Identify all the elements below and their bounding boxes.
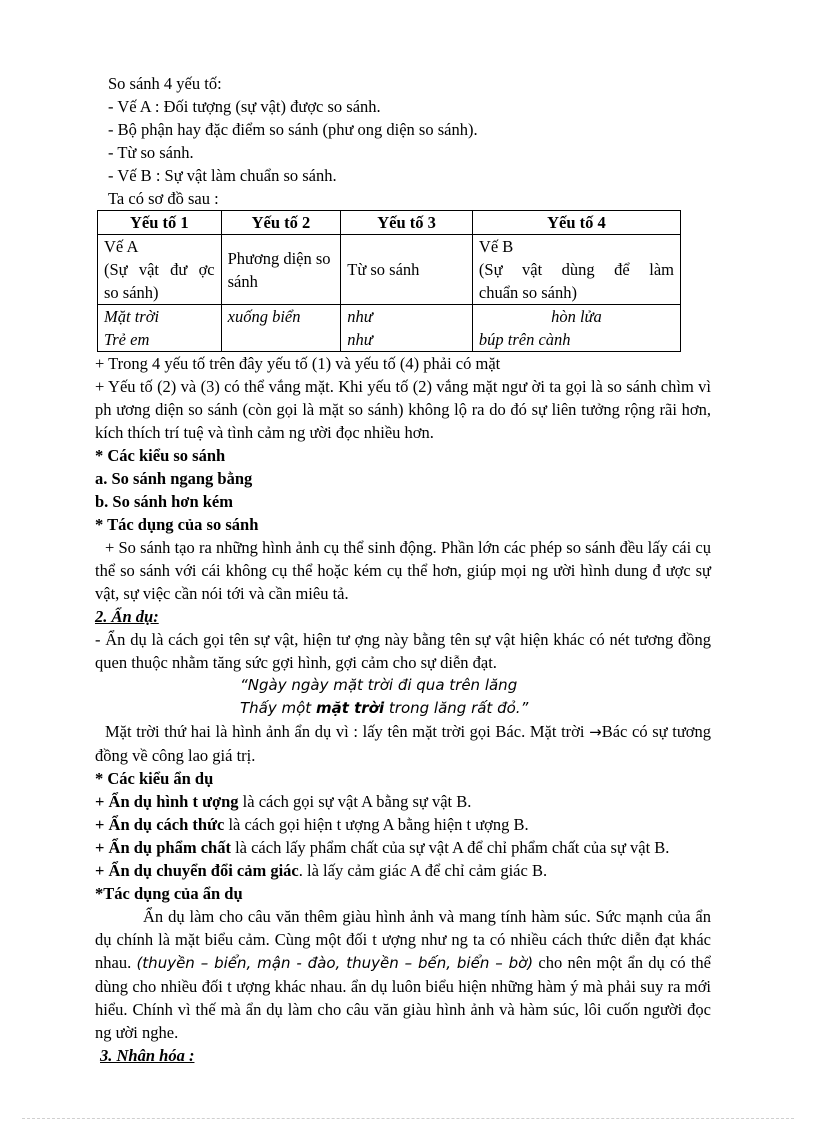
cell-line: hòn lửa (551, 307, 602, 326)
table-cell: xuống biển (221, 305, 341, 352)
table-cell (341, 305, 473, 352)
table-header-cell: Yếu tố 1 (98, 211, 222, 235)
list-item: a. So sánh ngang bằng (95, 469, 253, 488)
intro-line: Ta có sơ đồ sau : (108, 189, 219, 208)
table-cell (98, 305, 222, 352)
section-heading: * Các kiểu so sánh (95, 446, 226, 465)
quote-text: trong lăng rất đỏ.” (384, 699, 529, 717)
table-row (98, 235, 681, 305)
table-cell (98, 235, 222, 305)
body-paragraph (95, 720, 711, 767)
table-header-cell: Yếu tố 4 (472, 211, 680, 235)
table-header-cell: Yếu tố 3 (341, 211, 473, 235)
cell-line: chuẩn so sánh) (478, 283, 577, 302)
cell-line: như (347, 330, 373, 349)
paragraph-text: Bác có sự tương đồng về công lao giá trị. (95, 722, 712, 765)
intro-line: So sánh 4 yếu tố: (108, 74, 222, 93)
term-definition: là cách lấy phẩm chất của sự vật A để chỉ phẩm chất của sự vật B. (230, 838, 670, 857)
list-item (95, 790, 711, 813)
intro-line: - Vế A : Đối tượng (sự vật) được so sánh. (108, 97, 381, 116)
table-cell: Phương diện so sánh (221, 235, 341, 305)
body-paragraph (95, 905, 711, 1044)
list-item (95, 859, 711, 882)
cell-line: so sánh) (104, 283, 159, 302)
section-heading: * Các kiểu ẩn dụ (95, 769, 214, 788)
arrow-right-icon: → (589, 723, 602, 741)
note-line: + Trong 4 yếu tố trên đây yếu tố (1) và yếu tố (4) phải có mặt (95, 354, 501, 373)
list-item (95, 813, 711, 836)
cell-line: (Sự vật dùng để làm (478, 260, 674, 279)
section-heading: * Tác dụng của so sánh (95, 515, 259, 534)
intro-line: - Từ so sánh. (108, 143, 194, 162)
table-row (98, 305, 681, 352)
paragraph-text: Mặt trời thứ hai là hình ảnh ẩn dụ vì : lấy tên mặt trời gọi Bác. Mặt trời (105, 722, 590, 741)
paragraph-italic: (thuyền – biển, mận - đào, thuyền – bến, biển – bờ) (136, 954, 534, 972)
section-title: 2. Ẩn dụ: (95, 607, 159, 626)
note-paragraph: + Yếu tố (2) và (3) có thể vắng mặt. Khi yếu tố (2) vắng mặt ngư ời ta gọi là so sánh chìm vì ph ương diện so sánh (còn gọi là mặt so sánh) không lộ ra do đó sự liên tưởng rộng rãi hơn, kích thích trí tuệ và tình cảm ng ười đọc nhiều hơn. (95, 377, 711, 442)
section-heading: *Tác dụng của ẩn dụ (95, 884, 243, 903)
term: + Ẩn dụ phẩm chất (95, 838, 231, 857)
quote-text: Thấy một (240, 699, 316, 717)
table-header-cell: Yếu tố 2 (221, 211, 341, 235)
term-definition: . là lấy cảm giác A để chỉ cảm giác B. (298, 861, 548, 880)
page-divider (22, 1118, 794, 1119)
term: + Ẩn dụ hình t ượng (95, 792, 239, 811)
cell-line: Mặt trời (104, 307, 160, 326)
term: + Ẩn dụ cách thức (95, 815, 225, 834)
list-item: b. So sánh hơn kém (95, 492, 233, 511)
list-item (95, 836, 711, 859)
intro-line: - Vế B : Sự vật làm chuẩn so sánh. (108, 166, 337, 185)
table-cell (472, 235, 680, 305)
cell-line: Vế A (104, 237, 139, 256)
table-cell: Từ so sánh (341, 235, 473, 305)
term-definition: là cách gọi hiện t ượng A bằng hiện t ượng B. (224, 815, 529, 834)
section-title: 3. Nhân hóa : (100, 1046, 195, 1065)
body-paragraph: - Ẩn dụ là cách gọi tên sự vật, hiện tư ợng này bằng tên sự vật hiện khác có nét tương đồng quen thuộc nhằm tăng sức gợi hình, gợi cảm cho sự diễn đạt. (95, 630, 711, 672)
paragraph-text: Ẩn dụ làm cho câu văn thêm giàu hình ảnh và mang tính hàm súc. Sức mạnh của ẩn dụ chính là mặt biểu cảm. Cùng một đối t ượng như ng ta có nhiều cách thức diễn đạt khác nhau. (95, 907, 711, 972)
poem-quote-line: “Ngày ngày mặt trời đi qua trên lăng (240, 676, 518, 694)
term-definition: là cách gọi sự vật A bằng sự vật B. (238, 792, 472, 811)
body-paragraph: + So sánh tạo ra những hình ảnh cụ thể sinh động. Phần lớn các phép so sánh đều lấy cái cụ thể so sánh với cái không cụ thể hoặc kém cụ thể hơn, giúp mọi ng ười hình dung đ ược sự vật, sự việc cần nói tới và cần miêu tả. (95, 538, 711, 603)
cell-line: (Sự vật đư ợc (104, 260, 215, 279)
poem-quote-line (95, 697, 711, 720)
intro-line: - Bộ phận hay đặc điểm so sánh (phư ong diện so sánh). (108, 120, 478, 139)
cell-line: Vế B (478, 237, 514, 256)
cell-line: Trẻ em (104, 330, 150, 349)
comparison-table (97, 210, 681, 352)
document-body (95, 72, 711, 1067)
paragraph-text: cho nên một ẩn dụ có thể dùng cho nhiều đối t ượng khác nhau. ẩn dụ luôn biểu hiện những hàm ý mà phải suy ra mới hiểu. Chính vì thế mà ẩn dụ làm cho câu văn giàu hình ảnh và hàm súc, lôi cuốn người đọc ng ười nghe. (95, 953, 712, 1042)
cell-line: búp trên cành (478, 330, 571, 349)
quote-emphasis: mặt trời (315, 699, 385, 717)
term: + Ẩn dụ chuyển đổi cảm giác (95, 861, 299, 880)
cell-line: như (347, 307, 373, 326)
table-header-row (98, 211, 681, 235)
table-cell (472, 305, 680, 352)
